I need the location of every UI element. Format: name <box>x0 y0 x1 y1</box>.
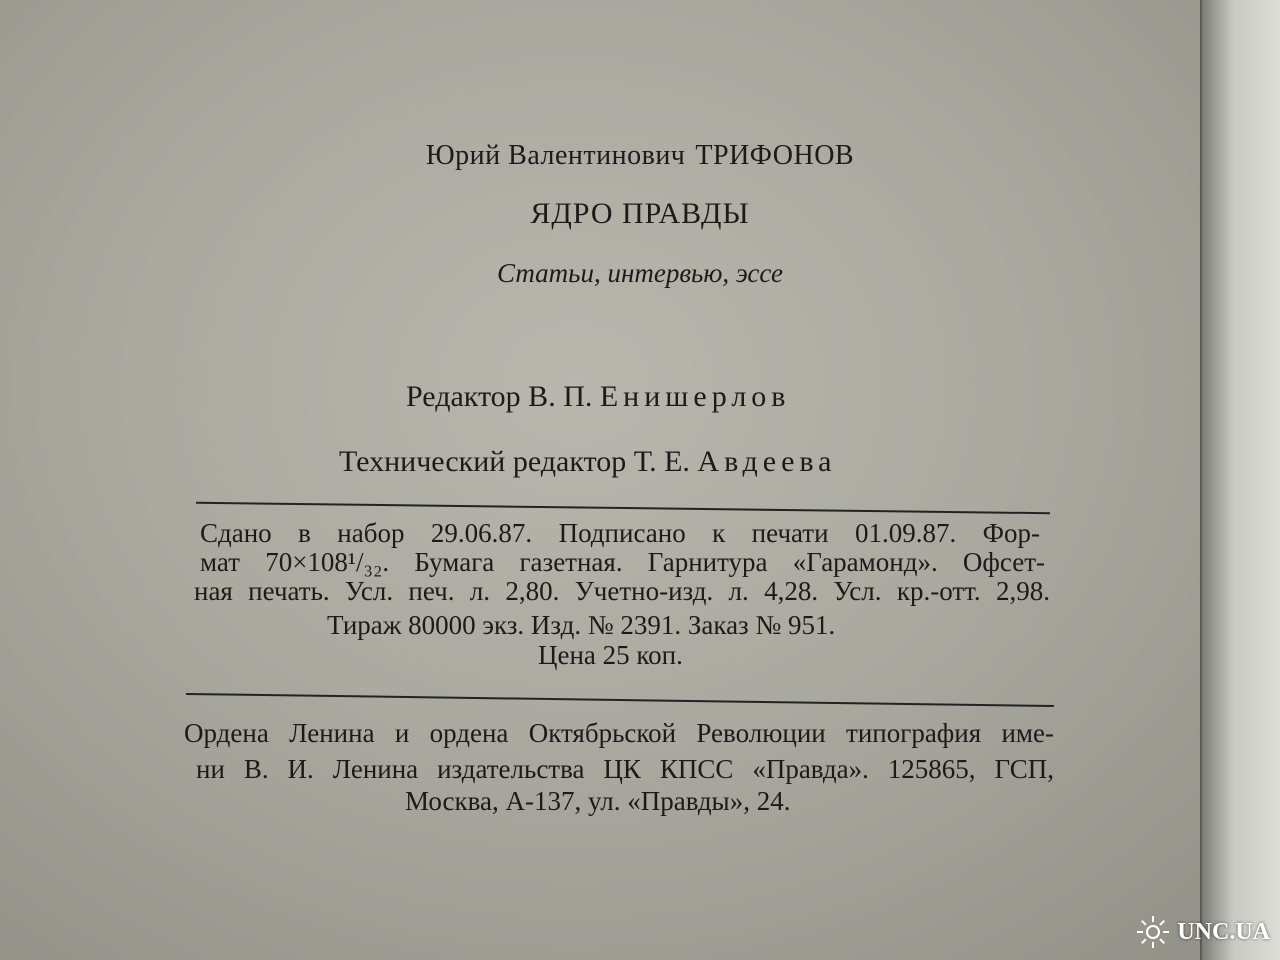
editor-credit <box>406 380 790 414</box>
imprint-line-4: Тираж 80000 экз. Изд. № 2391. Заказ № 951. <box>327 610 836 640</box>
author-line <box>0 140 1280 172</box>
book-subtitle: Статьи, интервью, эссе <box>496 258 784 288</box>
bottom-divider <box>186 693 1054 707</box>
imprint-line-1: Сдано в набор 29.06.87. Подписано к печати 01.09.87. Фор- <box>200 518 1040 548</box>
watermark-text: UNC.UA <box>1177 918 1270 945</box>
author-given-names: Юрий Валентинович <box>425 140 686 171</box>
watermark <box>1135 914 1270 950</box>
tech-editor-surname: Авдеева <box>697 445 837 478</box>
printer-line-3: Москва, А-137, ул. «Правды», 24. <box>405 786 791 816</box>
imprint-price: Цена 25 коп. <box>538 640 683 670</box>
author-surname: ТРИФОНОВ <box>695 140 855 171</box>
imprint-line-2: мат 70×108¹/₃₂. Бумага газетная. Гарнитура «Гарамонд». Офсет- <box>200 547 1045 577</box>
editor-surname: Енишерлов <box>599 380 791 413</box>
top-divider <box>196 502 1050 514</box>
editor-label: Редактор В. П. <box>406 380 593 413</box>
imprint-line-3: ная печать. Усл. печ. л. 2,80. Учетно-изд. л. 4,28. Усл. кр.-отт. 2,98. <box>194 576 1050 606</box>
tech-editor-label: Технический редактор Т. Е. <box>339 445 690 478</box>
printer-line-1: Ордена Ленина и ордена Октябрьской Революции типография име- <box>184 718 1054 748</box>
printer-line-2: ни В. И. Ленина издательства ЦК КПСС «Правда». 125865, ГСП, <box>196 754 1054 784</box>
tech-editor-credit <box>339 445 836 479</box>
book-title: ЯДРО ПРАВДЫ <box>530 197 750 230</box>
sunburst-logo-icon <box>1135 914 1171 950</box>
